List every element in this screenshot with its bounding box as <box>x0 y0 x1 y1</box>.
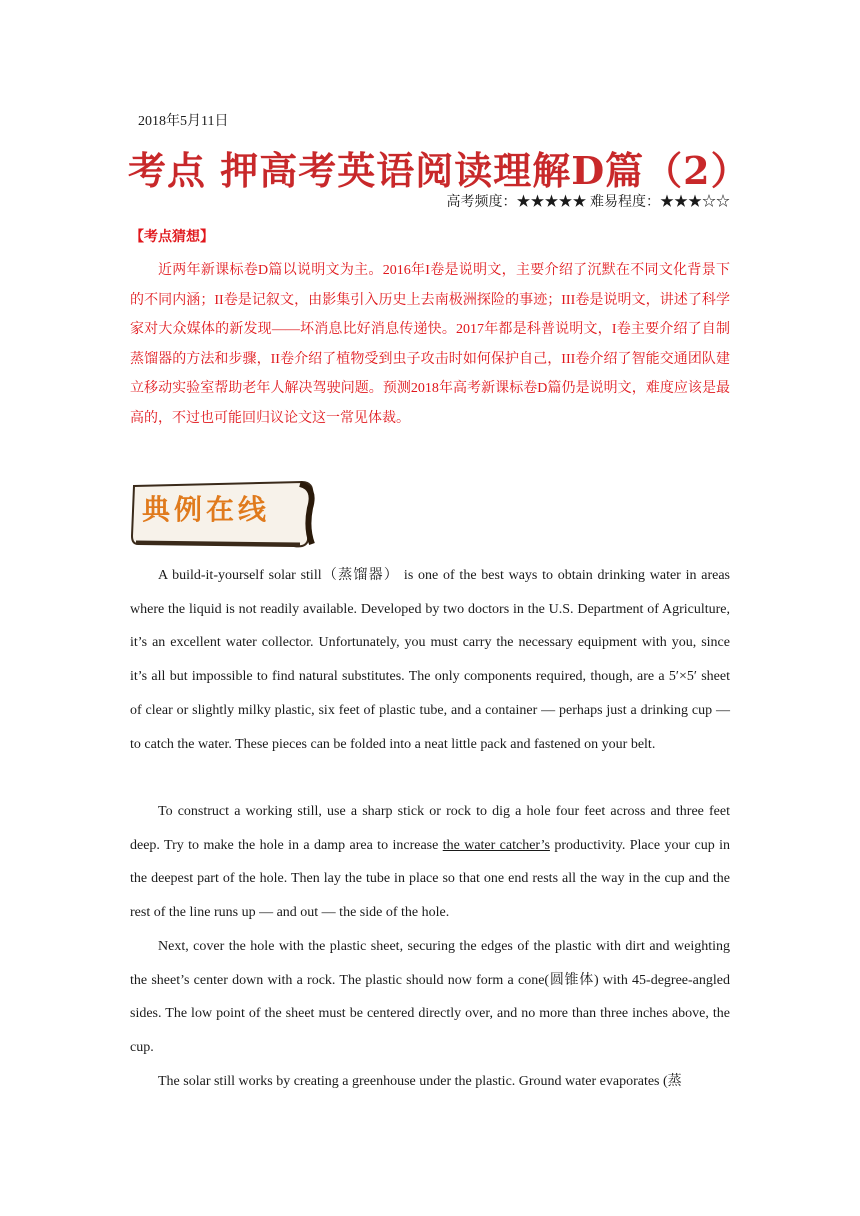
section-heading: 【考点猜想】 <box>130 230 214 245</box>
guess-paragraph: 近两年新课标卷D篇以说明文为主。2016年I卷是说明文，主要介绍了沉默在不同文化背景下的不同内涵；II卷是记叙文，由影集引入历史上去南极洲探险的事迹；III卷是说明文，讲述了科学家对大众媒体的新发现——坏消息比好消息传递快。2017年都是科普说明文，I卷主要介绍了自制蒸馏器的方法和步骤，II卷介绍了植物受到虫子攻击时如何保护自己，III卷介绍了智能交通团队建立移动实验室帮助老年人解决驾驶问题。预测2018年高考新课标卷D篇仍是说明文，难度应该是最高的，不过也可能回归议论文这一常见体裁。 <box>130 263 730 426</box>
page-title: 考点 押高考英语阅读理解D篇（2） <box>128 148 750 193</box>
date: 2018年5月11日 <box>138 114 229 129</box>
underlined-phrase: the water catcher’s <box>442 837 550 853</box>
difficulty-rating: 高考频度：★★★★★ 难易程度：★★★☆☆ <box>446 195 730 210</box>
passage-paragraph-1: A build-it-yourself solar still（蒸馏器） is one of the best ways to obtain drinking water in areas where the liquid is not readily available. Developed by two doctors in the U.S. Department of Agriculture, it’s an excellent water collector. Unfortunately, you must carry the necessary equipment with you, since it’s all but impossible to find natural substitutes. The only components required, though, are a 5′×5′ sheet of clear or slightly milky plastic, six feet of plastic tube, and a container — perhaps just a drinking cup — to catch the water. These pieces can be folded into a neat little pack and fastened on your belt. <box>130 568 730 752</box>
passage-paragraph-3: Next, cover the hole with the plastic sheet, securing the edges of the plastic with dirt and weighting the sheet’s center down with a rock. The plastic should now form a cone(圆锥体) with 45-degree-angled sides. The low point of the sheet must be centered directly over, and no more than three inches above, the cup. <box>130 939 730 1056</box>
passage-paragraph-4: The solar still works by creating a greenhouse under the plastic. Ground water evaporates (蒸 <box>158 1074 682 1089</box>
example-banner <box>130 478 318 550</box>
p2-text-after: productivity. Place your cup in the deepest part of the hole. Then lay the tube in place so that one end rests all the way in the cup and the rest of the line runs up — and out — the side of the hole. <box>130 837 730 921</box>
p2-text-before: To construct a working still, use a sharp stick or rock to dig a hole four feet across and three feet deep. Try to make the hole in a damp area to increase <box>130 804 730 853</box>
passage-paragraph-2 <box>130 795 730 930</box>
banner-label: 典例在线 <box>142 493 271 526</box>
